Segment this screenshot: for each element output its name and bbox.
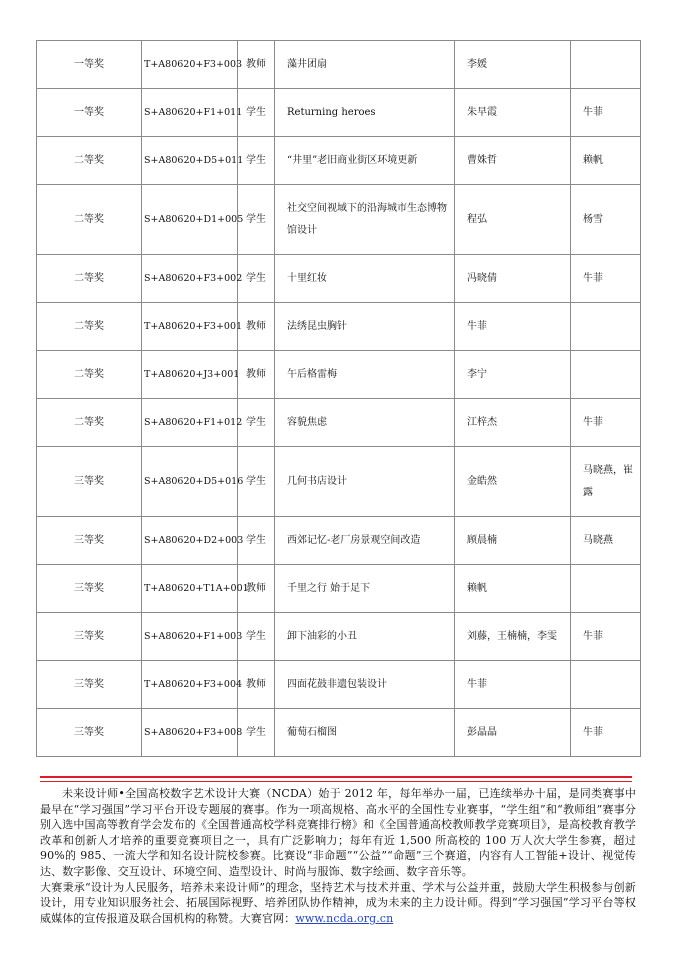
- work-title-cell: 几何书店设计: [275, 447, 455, 517]
- table-row: [37, 89, 641, 137]
- advisor-cell: 赖帆: [571, 137, 641, 185]
- authors-cell: 朱早霞: [455, 89, 571, 137]
- table-row: [37, 303, 641, 351]
- entrant-type-cell: 学生: [238, 709, 275, 757]
- work-title-cell: 午后格雷梅: [275, 351, 455, 399]
- description-paragraph-1: 未来设计师•全国高校数字艺术设计大赛（NCDA）始于 2012 年，每年举办一届，已连续举办十届，是同类赛事中最早在“学习强国”学习平台开设专题展的赛事。作为一项高规格、高水平的全国性专业赛事，“学生组”和“教师组”赛事分别入选中国高等教育学会发布的《全国普通高校学科竞赛排行榜》和《全国普通高校教师教学竞赛项目》，是高校教育教学改革和创新人才培养的重要竞赛项目之一，具有广泛影响力；每年有近 1,500 所高校的 100 万人次大学生参赛，超过 90%的 985、一流大学和知名设计院校参赛。比赛设“非命题”“公益”“命题”三个赛道，内容有人工智能+设计、视觉传达、数字影像、交互设计、环境空间、造型设计、时尚与服饰、数字绘画、数字音乐等。: [40, 787, 636, 878]
- award-level-cell: 二等奖: [37, 399, 142, 447]
- award-level-cell: 三等奖: [37, 709, 142, 757]
- table-row: [37, 447, 641, 517]
- work-title-cell: 社交空间视域下的沿海城市生态博物馆设计: [275, 185, 455, 255]
- award-level-cell: 二等奖: [37, 185, 142, 255]
- entrant-type-cell: 学生: [238, 89, 275, 137]
- entry-code-cell: S+A80620+F3+002: [142, 255, 238, 303]
- table-row: [37, 661, 641, 709]
- entrant-type-cell: 教师: [238, 303, 275, 351]
- description-paragraph-2: [40, 880, 636, 927]
- description-paragraph-2-text: 大赛秉承“设计为人民服务，培养未来设计师”的理念，坚持艺术与技术并重、学术与公益并重，鼓励大学生积极参与创新设计，用专业知识服务社会、拓展国际视野、培养团队协作精神，成为未来的主力设计师。得到“学习强国”学习平台等权威媒体的宣传报道及联合国机构的称赞。大赛官网：: [40, 880, 636, 925]
- award-level-cell: 三等奖: [37, 447, 142, 517]
- advisor-cell: 牛菲: [571, 613, 641, 661]
- entry-code-cell: S+A80620+D1+005: [142, 185, 238, 255]
- table-row: [37, 255, 641, 303]
- advisor-cell: [571, 303, 641, 351]
- authors-cell: 李宁: [455, 351, 571, 399]
- award-level-cell: 二等奖: [37, 255, 142, 303]
- entrant-type-cell: 学生: [238, 613, 275, 661]
- table-row: [37, 351, 641, 399]
- award-level-cell: 三等奖: [37, 565, 142, 613]
- authors-cell: 江梓杰: [455, 399, 571, 447]
- table-row: [37, 185, 641, 255]
- entrant-type-cell: 学生: [238, 447, 275, 517]
- advisor-cell: 牛菲: [571, 709, 641, 757]
- entry-code-cell: S+A80620+F3+008: [142, 709, 238, 757]
- authors-cell: 曹姝哲: [455, 137, 571, 185]
- competition-description: [40, 786, 636, 926]
- table-row: [37, 565, 641, 613]
- entry-code-cell: S+A80620+D5+016: [142, 447, 238, 517]
- entry-code-cell: T+A80620+F3+001: [142, 303, 238, 351]
- work-title-cell: 千里之行 始于足下: [275, 565, 455, 613]
- advisor-cell: 牛菲: [571, 255, 641, 303]
- advisor-cell: 牛菲: [571, 89, 641, 137]
- entrant-type-cell: 学生: [238, 255, 275, 303]
- work-title-cell: Returning heroes: [275, 89, 455, 137]
- work-title-cell: 西郊记忆-老厂房景观空间改造: [275, 517, 455, 565]
- advisor-cell: 牛菲: [571, 399, 641, 447]
- work-title-cell: “井里”老旧商业街区环境更新: [275, 137, 455, 185]
- advisor-cell: 马晓燕，崔露: [571, 447, 641, 517]
- entrant-type-cell: 学生: [238, 185, 275, 255]
- authors-cell: 顾晨楠: [455, 517, 571, 565]
- entry-code-cell: S+A80620+F1+011: [142, 89, 238, 137]
- work-title-cell: 容貌焦虑: [275, 399, 455, 447]
- advisor-cell: [571, 565, 641, 613]
- authors-cell: 刘藤，王楠楠，李雯: [455, 613, 571, 661]
- entry-code-cell: S+A80620+D5+011: [142, 137, 238, 185]
- table-row: [37, 137, 641, 185]
- authors-cell: 程弘: [455, 185, 571, 255]
- work-title-cell: 法绣昆虫胸针: [275, 303, 455, 351]
- award-level-cell: 一等奖: [37, 89, 142, 137]
- entrant-type-cell: 教师: [238, 565, 275, 613]
- work-title-cell: 葡萄石榴图: [275, 709, 455, 757]
- entrant-type-cell: 教师: [238, 351, 275, 399]
- award-level-cell: 二等奖: [37, 137, 142, 185]
- authors-cell: 彭晶晶: [455, 709, 571, 757]
- table-row: [37, 709, 641, 757]
- table-row: [37, 517, 641, 565]
- entry-code-cell: T+A80620+F3+004: [142, 661, 238, 709]
- table-row: [37, 41, 641, 89]
- award-level-cell: 一等奖: [37, 41, 142, 89]
- entry-code-cell: T+A80620+J3+001: [142, 351, 238, 399]
- work-title-cell: 藻井团扇: [275, 41, 455, 89]
- award-level-cell: 三等奖: [37, 661, 142, 709]
- authors-cell: 冯晓倩: [455, 255, 571, 303]
- table-row: [37, 399, 641, 447]
- entrant-type-cell: 教师: [238, 661, 275, 709]
- award-level-cell: 二等奖: [37, 303, 142, 351]
- entrant-type-cell: 学生: [238, 137, 275, 185]
- authors-cell: 牛菲: [455, 303, 571, 351]
- work-title-cell: 四面花鼓非遗包装设计: [275, 661, 455, 709]
- authors-cell: 牛菲: [455, 661, 571, 709]
- entry-code-cell: S+A80620+F1+003: [142, 613, 238, 661]
- advisor-cell: 马晓燕: [571, 517, 641, 565]
- authors-cell: 李媛: [455, 41, 571, 89]
- official-website-link[interactable]: www.ncda.org.cn: [295, 911, 394, 925]
- entry-code-cell: T+A80620+T1A+001: [142, 565, 238, 613]
- advisor-cell: [571, 351, 641, 399]
- award-level-cell: 三等奖: [37, 613, 142, 661]
- award-level-cell: 二等奖: [37, 351, 142, 399]
- footer-divider-top: [40, 776, 632, 778]
- entry-code-cell: T+A80620+F3+003: [142, 41, 238, 89]
- awards-table-body: [37, 41, 641, 757]
- table-row: [37, 613, 641, 661]
- advisor-cell: [571, 41, 641, 89]
- entrant-type-cell: 学生: [238, 399, 275, 447]
- authors-cell: 金皓然: [455, 447, 571, 517]
- work-title-cell: 十里红妆: [275, 255, 455, 303]
- work-title-cell: 卸下油彩的小丑: [275, 613, 455, 661]
- entrant-type-cell: 学生: [238, 517, 275, 565]
- advisor-cell: [571, 661, 641, 709]
- advisor-cell: 杨雪: [571, 185, 641, 255]
- award-level-cell: 三等奖: [37, 517, 142, 565]
- entry-code-cell: S+A80620+D2+003: [142, 517, 238, 565]
- authors-cell: 赖帆: [455, 565, 571, 613]
- footer-divider-bottom: [40, 781, 632, 782]
- entrant-type-cell: 教师: [238, 41, 275, 89]
- awards-table: [36, 40, 641, 757]
- entry-code-cell: S+A80620+F1+012: [142, 399, 238, 447]
